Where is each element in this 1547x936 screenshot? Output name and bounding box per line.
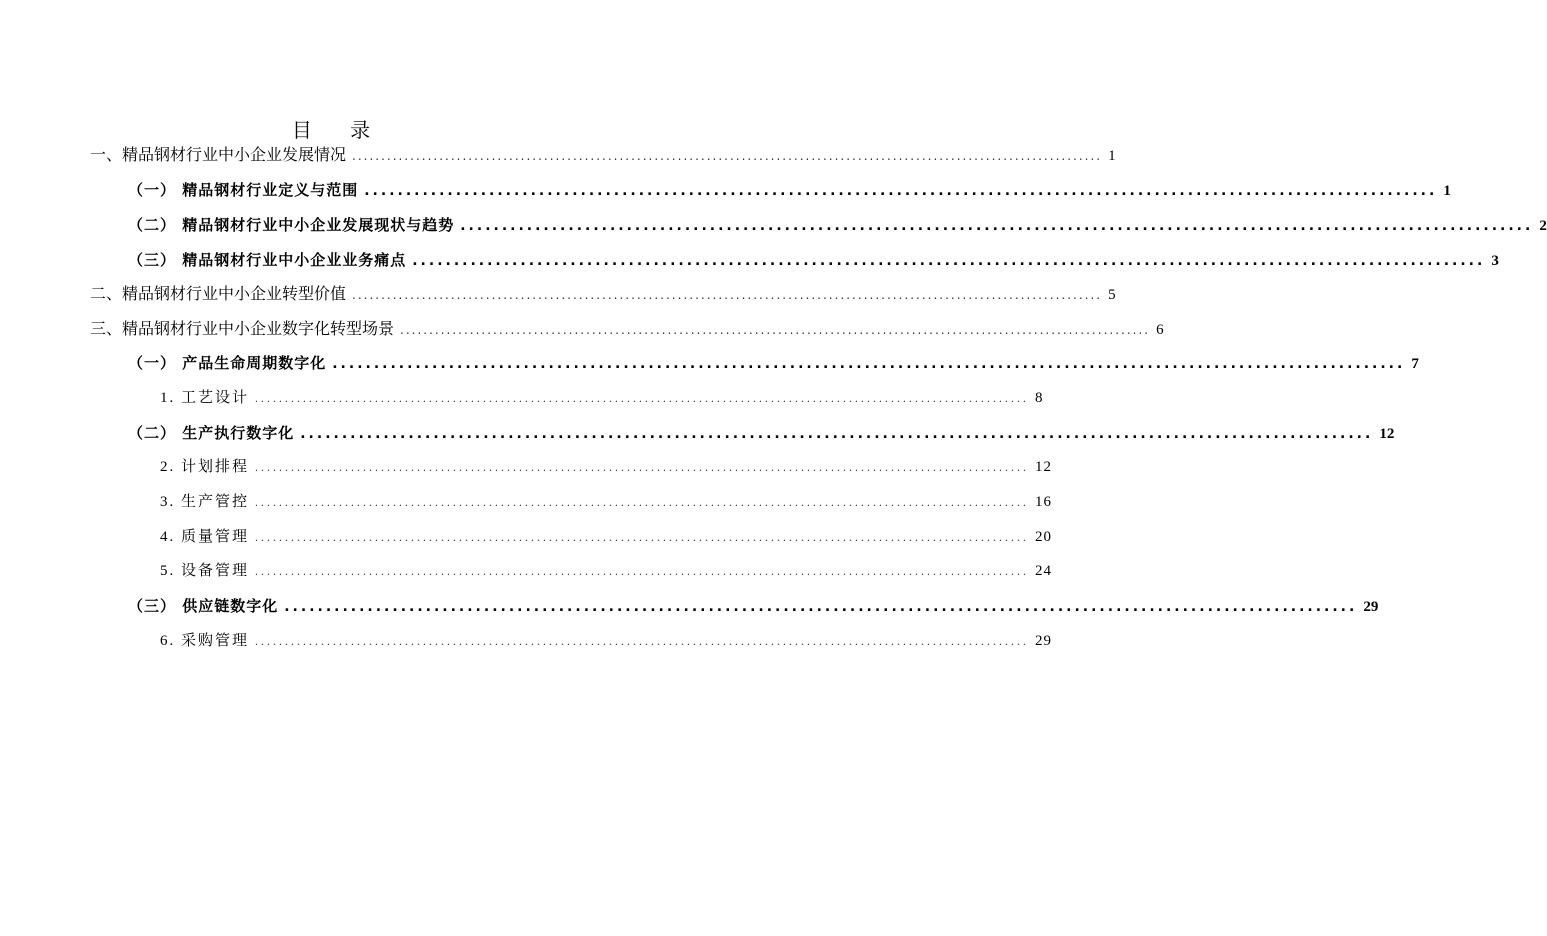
toc-entry-section-3[interactable] xyxy=(90,317,1164,341)
dot-leader: ................................................................................................................................. xyxy=(255,634,1030,648)
dot-leader: ................................................................................................................................. xyxy=(352,149,1103,163)
toc-entry-label: （三） 供应链数字化 xyxy=(128,597,279,615)
toc-entry-page: 7 xyxy=(1411,356,1419,372)
dot-leader: ................................................................................................................................. xyxy=(255,564,1030,578)
toc-entry-item-3[interactable] xyxy=(160,490,1053,514)
toc-entry-page: 29 xyxy=(1363,599,1379,615)
toc-entry-page: 20 xyxy=(1035,529,1053,545)
toc-entry-section-1[interactable] xyxy=(90,143,1116,167)
toc-entry-item-5[interactable] xyxy=(160,559,1053,583)
toc-entry-page: 24 xyxy=(1035,563,1053,579)
toc-entry-label: （三） 精品钢材行业中小企业业务痛点 xyxy=(128,251,407,269)
dot-leader: ................................................................................................................................. xyxy=(255,495,1030,509)
toc-entry-label: 5. 设备管理 xyxy=(160,563,250,579)
toc-entry-section-3-1[interactable] xyxy=(128,351,1419,375)
toc-entry-label: 二、精品钢材行业中小企业转型价值 xyxy=(90,284,347,303)
toc-entry-label: 2. 计划排程 xyxy=(160,459,250,475)
dot-leader: ................................................................................................................................. xyxy=(460,218,1534,234)
toc-entry-section-2[interactable] xyxy=(90,282,1116,306)
toc-entry-section-1-1[interactable] xyxy=(128,178,1451,202)
toc-title: 目 录 xyxy=(291,118,387,142)
toc-entry-section-3-3[interactable] xyxy=(128,594,1379,618)
toc-entry-label: （二） 精品钢材行业中小企业发展现状与趋势 xyxy=(128,216,455,234)
toc-entry-page: 29 xyxy=(1035,633,1053,649)
toc-entry-section-1-2[interactable] xyxy=(128,213,1547,237)
toc-entry-page: 12 xyxy=(1035,459,1053,475)
dot-leader: ................................................................................................................................. xyxy=(300,426,1374,442)
toc-entry-page: 12 xyxy=(1379,426,1395,442)
toc-entry-label: （一） 产品生命周期数字化 xyxy=(128,354,327,372)
toc-entry-label: 4. 质量管理 xyxy=(160,529,250,545)
toc-entry-label: 6. 采购管理 xyxy=(160,633,250,649)
toc-entry-item-1[interactable] xyxy=(160,386,1044,410)
toc-entry-page: 3 xyxy=(1491,253,1499,269)
toc-entry-page: 2 xyxy=(1539,218,1547,234)
dot-leader: ................................................................................................................................. xyxy=(255,460,1030,474)
dot-leader: ................................................................................................................................. xyxy=(364,183,1438,199)
dot-leader: ................................................................................................................................. xyxy=(412,253,1486,269)
toc-entry-page: 1 xyxy=(1108,148,1116,164)
dot-leader: ................................................................................................................................. xyxy=(332,356,1406,372)
toc-entry-label: （二） 生产执行数字化 xyxy=(128,424,295,442)
toc-entry-section-1-3[interactable] xyxy=(128,248,1499,272)
toc-entry-page: 16 xyxy=(1035,494,1053,510)
toc-entry-label: 3. 生产管控 xyxy=(160,494,250,510)
dot-leader: ................................................................................................................................. xyxy=(400,323,1151,337)
toc-entry-label: 三、精品钢材行业中小企业数字化转型场景 xyxy=(90,319,395,338)
toc-entry-item-4[interactable] xyxy=(160,525,1053,549)
toc-entry-label: （一） 精品钢材行业定义与范围 xyxy=(128,181,359,199)
toc-entry-section-3-2[interactable] xyxy=(128,421,1395,445)
dot-leader: ................................................................................................................................. xyxy=(255,391,1030,405)
toc-entry-page: 8 xyxy=(1035,390,1044,406)
dot-leader: ................................................................................................................................. xyxy=(352,288,1103,302)
toc-entry-page: 5 xyxy=(1108,287,1116,303)
toc-entry-page: 6 xyxy=(1156,322,1164,338)
toc-entry-label: 1. 工艺设计 xyxy=(160,390,250,406)
dot-leader: ................................................................................................................................. xyxy=(255,530,1030,544)
toc-entry-item-2[interactable] xyxy=(160,455,1053,479)
toc-entry-page: 1 xyxy=(1443,183,1451,199)
toc-entry-item-6[interactable] xyxy=(160,629,1053,653)
toc-entry-label: 一、精品钢材行业中小企业发展情况 xyxy=(90,145,347,164)
dot-leader: ................................................................................................................................. xyxy=(284,599,1358,615)
